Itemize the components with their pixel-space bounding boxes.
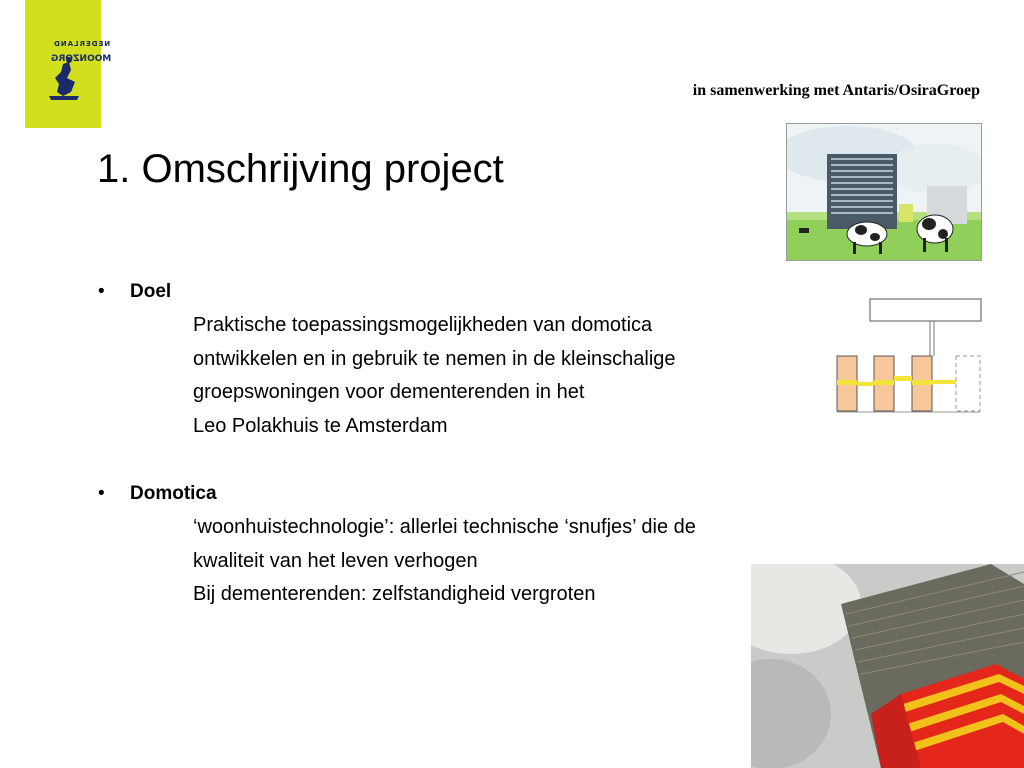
page-title: 1. Omschrijving project xyxy=(97,147,504,191)
bullet-dot: • xyxy=(98,483,105,504)
logo xyxy=(25,0,112,128)
illustration-building-cows xyxy=(786,123,982,261)
bullet-line: Leo Polakhuis te Amsterdam xyxy=(193,415,448,437)
bullet-dot: • xyxy=(98,281,105,302)
bullet-line: Bij dementerenden: zelfstandigheid vergroten xyxy=(193,583,596,605)
partner-text: in samenwerking met Antaris/OsiraGroep xyxy=(692,82,980,99)
bullet-line: groepswoningen voor dementerenden in het xyxy=(193,381,585,403)
floor-plan-diagram xyxy=(832,296,984,421)
bullet-heading: Domotica xyxy=(130,483,217,504)
bullet-line: kwaliteit van het leven verhogen xyxy=(193,550,478,572)
bullet-heading: Doel xyxy=(130,281,172,302)
logo-figure-icon xyxy=(25,0,101,128)
logo-text-mid: MOONZORG xyxy=(51,54,112,64)
bullet-line: ‘woonhuistechnologie’: allerlei technische ‘snufjes’ die de xyxy=(193,516,696,538)
bullet-line: ontwikkelen en in gebruik te nemen in de kleinschalige xyxy=(193,348,676,370)
bullet-line: Praktische toepassingsmogelijkheden van domotica xyxy=(193,314,653,336)
photo-apartment-building xyxy=(751,564,1024,768)
logo-text-top: NEDERLAND xyxy=(53,40,111,48)
